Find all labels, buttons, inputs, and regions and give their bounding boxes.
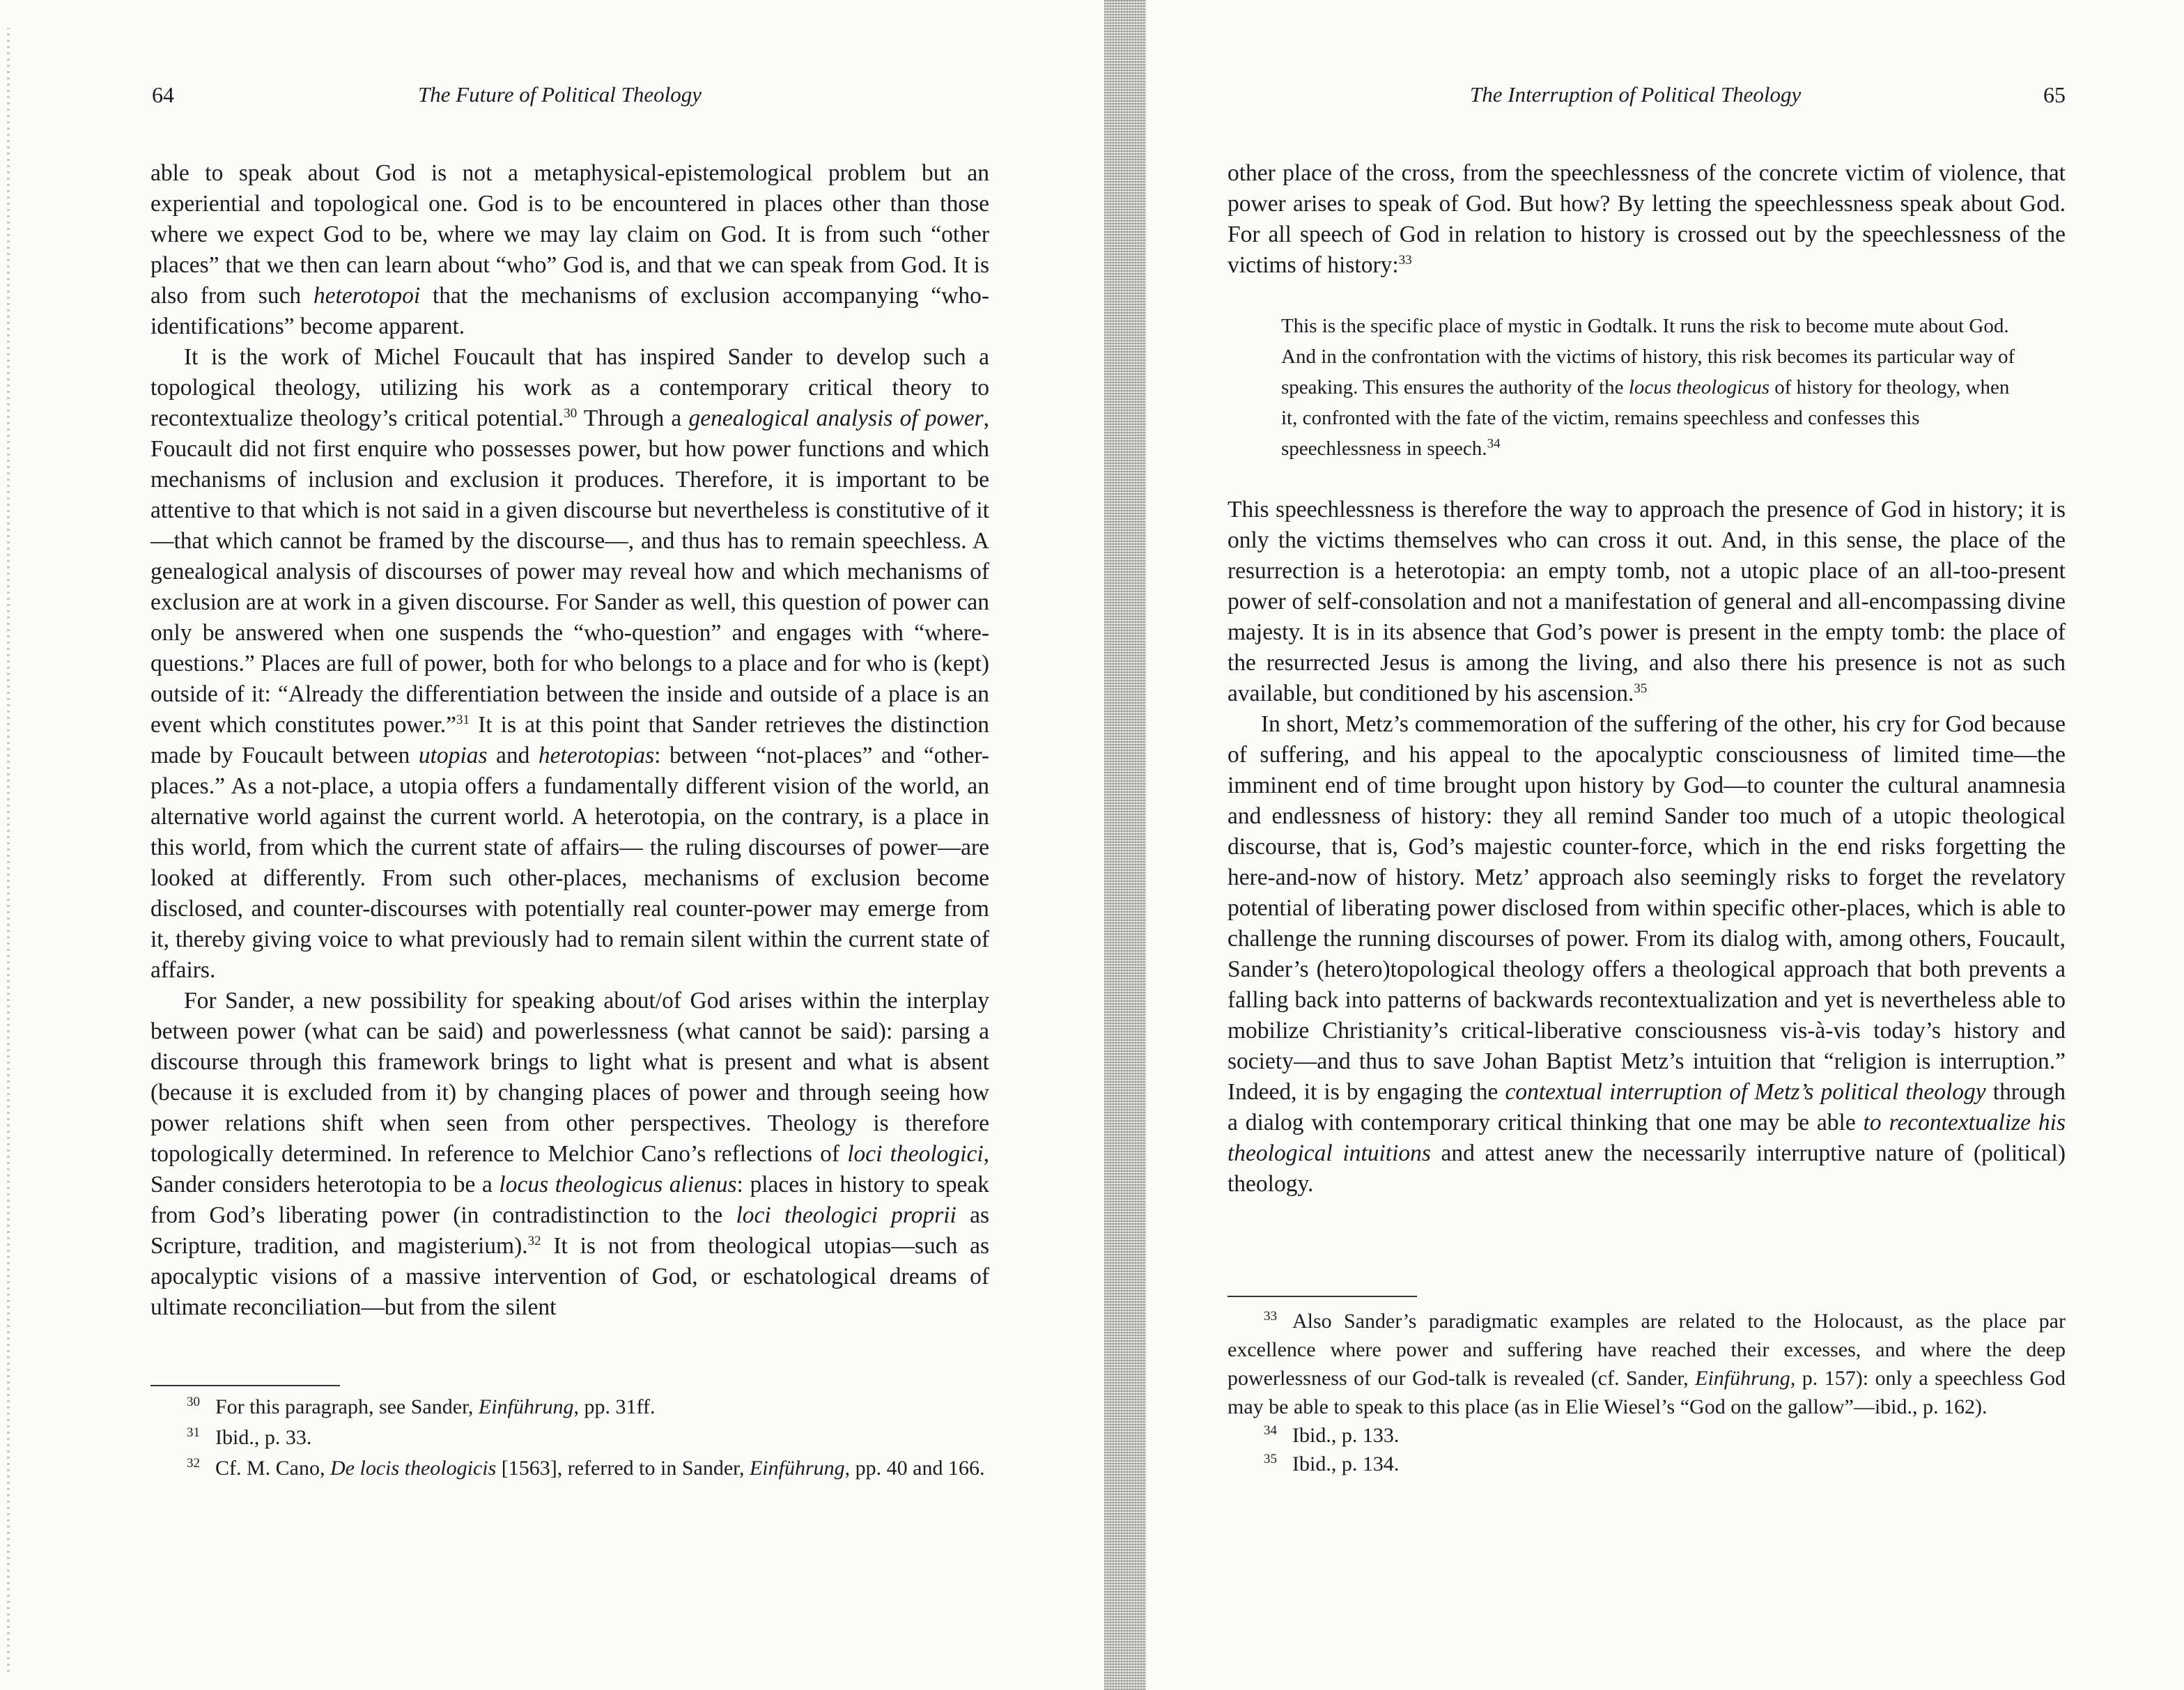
footnote-mark: 32 <box>187 1456 200 1471</box>
paragraph: other place of the cross, from the speechlessness of the concrete victim of violence, that power arises to speak of God. But how? By letting the speechlessness speak about God. For all speech of God in relation to history is crossed out by the speechlessness of the victims of history:$^{33}$ <box>1227 160 2066 278</box>
footnote-mark: 31 <box>187 1425 200 1440</box>
footnote <box>150 1422 989 1453</box>
footnotes <box>1227 1307 2066 1478</box>
running-head: The Future of Political Theology <box>418 82 702 107</box>
paragraph: In short, Metz’s commemoration of the suffering of the other, his cry for God because of suffering, and his appeal to the apocalyptic consciousness of limited time—the imminent end of time brought upon history by God—to counter the cultural anamnesia and endlessness of history: they all remind Sander too much of a utopic theological discourse, that is, God’s majestic counter-force, which in the end risks forgetting the here-and-now of history. Metz’ approach also seemingly risks to forget the revelatory potential of liberating power disclosed from within specific other-places, which is able to challenge the running discourses of power. From its dialog with, among others, Foucault, Sander’s (hetero)topological theology offers a theological approach that both prevents a falling back into patterns of backwards recontextualization and yet is nevertheless able to mobilize Christianity’s critical-liberative consciousness vis-à-vis today’s history and society—and thus to save Johan Baptist Metz’s intuition that “religion is interruption.” Indeed, it is by engaging the contextual interruption of Metz’s political theology through a dialog with contemporary critical thinking that one may be able to recontextualize his theological intuitions and attest anew the necessarily interruptive nature of (political) theology. <box>1227 711 2066 1197</box>
footnote-mark: 34 <box>1264 1423 1277 1438</box>
footnote-text: For this paragraph, see Sander, Einführung, pp. 31ff. <box>215 1395 656 1418</box>
footnote <box>1227 1421 2066 1450</box>
footnote-text: Cf. M. Cano, De locis theologicis [1563], referred to in Sander, Einführung, pp. 40 and 166. <box>215 1457 985 1480</box>
footnote-mark: 30 <box>187 1395 200 1409</box>
footnote-text: Also Sander’s paradigmatic examples are related to the Holocaust, as the place par excellence where power and suffering have reached their excesses, and where the deep powerlessness of our God-talk is revealed (cf. Sander, Einführung, p. 157): only a speechless God may be able to speak to this place (as in Elie Wiesel’s “God on the gallow”—ibid., p. 162). <box>1227 1310 2066 1418</box>
body-text <box>1227 158 2066 281</box>
block-quote-text: This is the specific place of mystic in Godtalk. It runs the risk to become mute about God. And in the confrontation with the victims of history, this risk becomes its particular way of speaking. This ensures the authority of the locus theologicus of history for theology, when it, confronted with the fate of the victim, remains speechless and confesses this speechlessness in speech.$^{34}$ <box>1281 315 2015 460</box>
body-text <box>150 158 989 1323</box>
footnote-mark: 35 <box>1264 1452 1277 1466</box>
footnote <box>1227 1307 2066 1421</box>
paragraph: able to speak about God is not a metaphysical-epistemological problem but an experiential and topological one. God is to be encountered in places other than those where we expect God to be, where we may lay claim on God. It is from such “other places” that we then can learn about “who” God is, and that we can speak from God. It is also from such heterotopoi that the mechanisms of exclusion accompanying “who-identifications” become apparent. <box>150 160 989 339</box>
footnote-rule <box>1227 1296 1417 1297</box>
right-page <box>1153 0 2184 1690</box>
paragraph: For Sander, a new possibility for speaking about/of God arises within the interplay between power (what can be said) and powerlessness (what cannot be said): parsing a discourse through this framework brings to light what is present and what is absent (because it is excluded from it) by changing places of power and through seeing how power relations shift when seen from other perspectives. Theology is therefore topologically determined. In reference to Melchior Cano’s reflections of loci theologici, Sander considers heterotopia to be a locus theologicus alienus: places in history to speak from God’s liberating power (in contradistinction to the loci theologici proprii as Scripture, tradition, and magisterium).$^{32}$ It is not from theological utopias—such as apocalyptic visions of a massive intervention of God, or eschatological dreams of ultimate reconciliation—but from the silent <box>150 988 990 1320</box>
page-number: 65 <box>2043 82 2066 107</box>
body-text-continued <box>1227 495 2066 1200</box>
footnote-text: Ibid., p. 134. <box>1292 1452 1400 1475</box>
footnote <box>150 1392 989 1422</box>
footnote <box>1227 1450 2066 1478</box>
running-head: The Interruption of Political Theology <box>1470 82 1802 107</box>
footnote <box>150 1453 989 1484</box>
book-gutter <box>1104 0 1146 1690</box>
block-quote <box>1281 311 2020 464</box>
footnote-text: Ibid., p. 33. <box>215 1426 312 1449</box>
footnote-text: Ibid., p. 133. <box>1292 1424 1400 1447</box>
paragraph: It is the work of Michel Foucault that has inspired Sander to develop such a topological theology, utilizing his work as a contemporary critical theory to recontextualize theology’s critical potential.$^{30}$ Through a genealogical analysis of power, Foucault did not first enquire who possesses power, but how power functions and which mechanisms of inclusion and exclusion it produces. Therefore, it is important to be attentive to that which is not said in a given discourse but nevertheless is constitutive of it—that which cannot be framed by the discourse—, and thus has to remain speechless. A genealogical analysis of discourses of power may reveal how and which mechanisms of exclusion are at work in a given discourse. For Sander as well, this question of power can only be answered when one suspends the “who-question” and engages with “where-questions.” Places are full of power, both for who belongs to a place and for who is (kept) outside of it: “Already the differentiation between the inside and outside of a place is an event which constitutes power.”$^{31}$ It is at this point that Sander retrieves the distinction made by Foucault between utopias and heterotopias: between “not-places” and “other-places.” As a not-place, a utopia offers a fundamentally different vision of the world, an alternative world against the current world. A heterotopia, on the contrary, is a place in this world, from which the current state of affairs— the ruling discourses of power—are looked at differently. From such other-places, mechanisms of exclusion become disclosed, and counter-discourses with potentially real counter-power may emerge from it, thereby giving voice to what previously had to remain silent within the current state of affairs. <box>150 344 990 983</box>
footnote-mark: 33 <box>1264 1309 1277 1324</box>
page-number: 64 <box>152 82 174 107</box>
footnote-rule <box>150 1385 340 1386</box>
paragraph: This speechlessness is therefore the way to approach the presence of God in history; it is only the victims themselves who can cross it out. And, in this sense, the place of the resurrection is a heterotopia: an empty tomb, not a utopic place of an all-too-present power of self-consolation and not a manifestation of general and all-encompassing divine majesty. It is in its absence that God’s power is present in the empty tomb: the place of the resurrected Jesus is among the living, and also there his presence is not as such available, but conditioned by his ascension.$^{35}$ <box>1227 497 2066 706</box>
footnotes <box>150 1392 989 1484</box>
